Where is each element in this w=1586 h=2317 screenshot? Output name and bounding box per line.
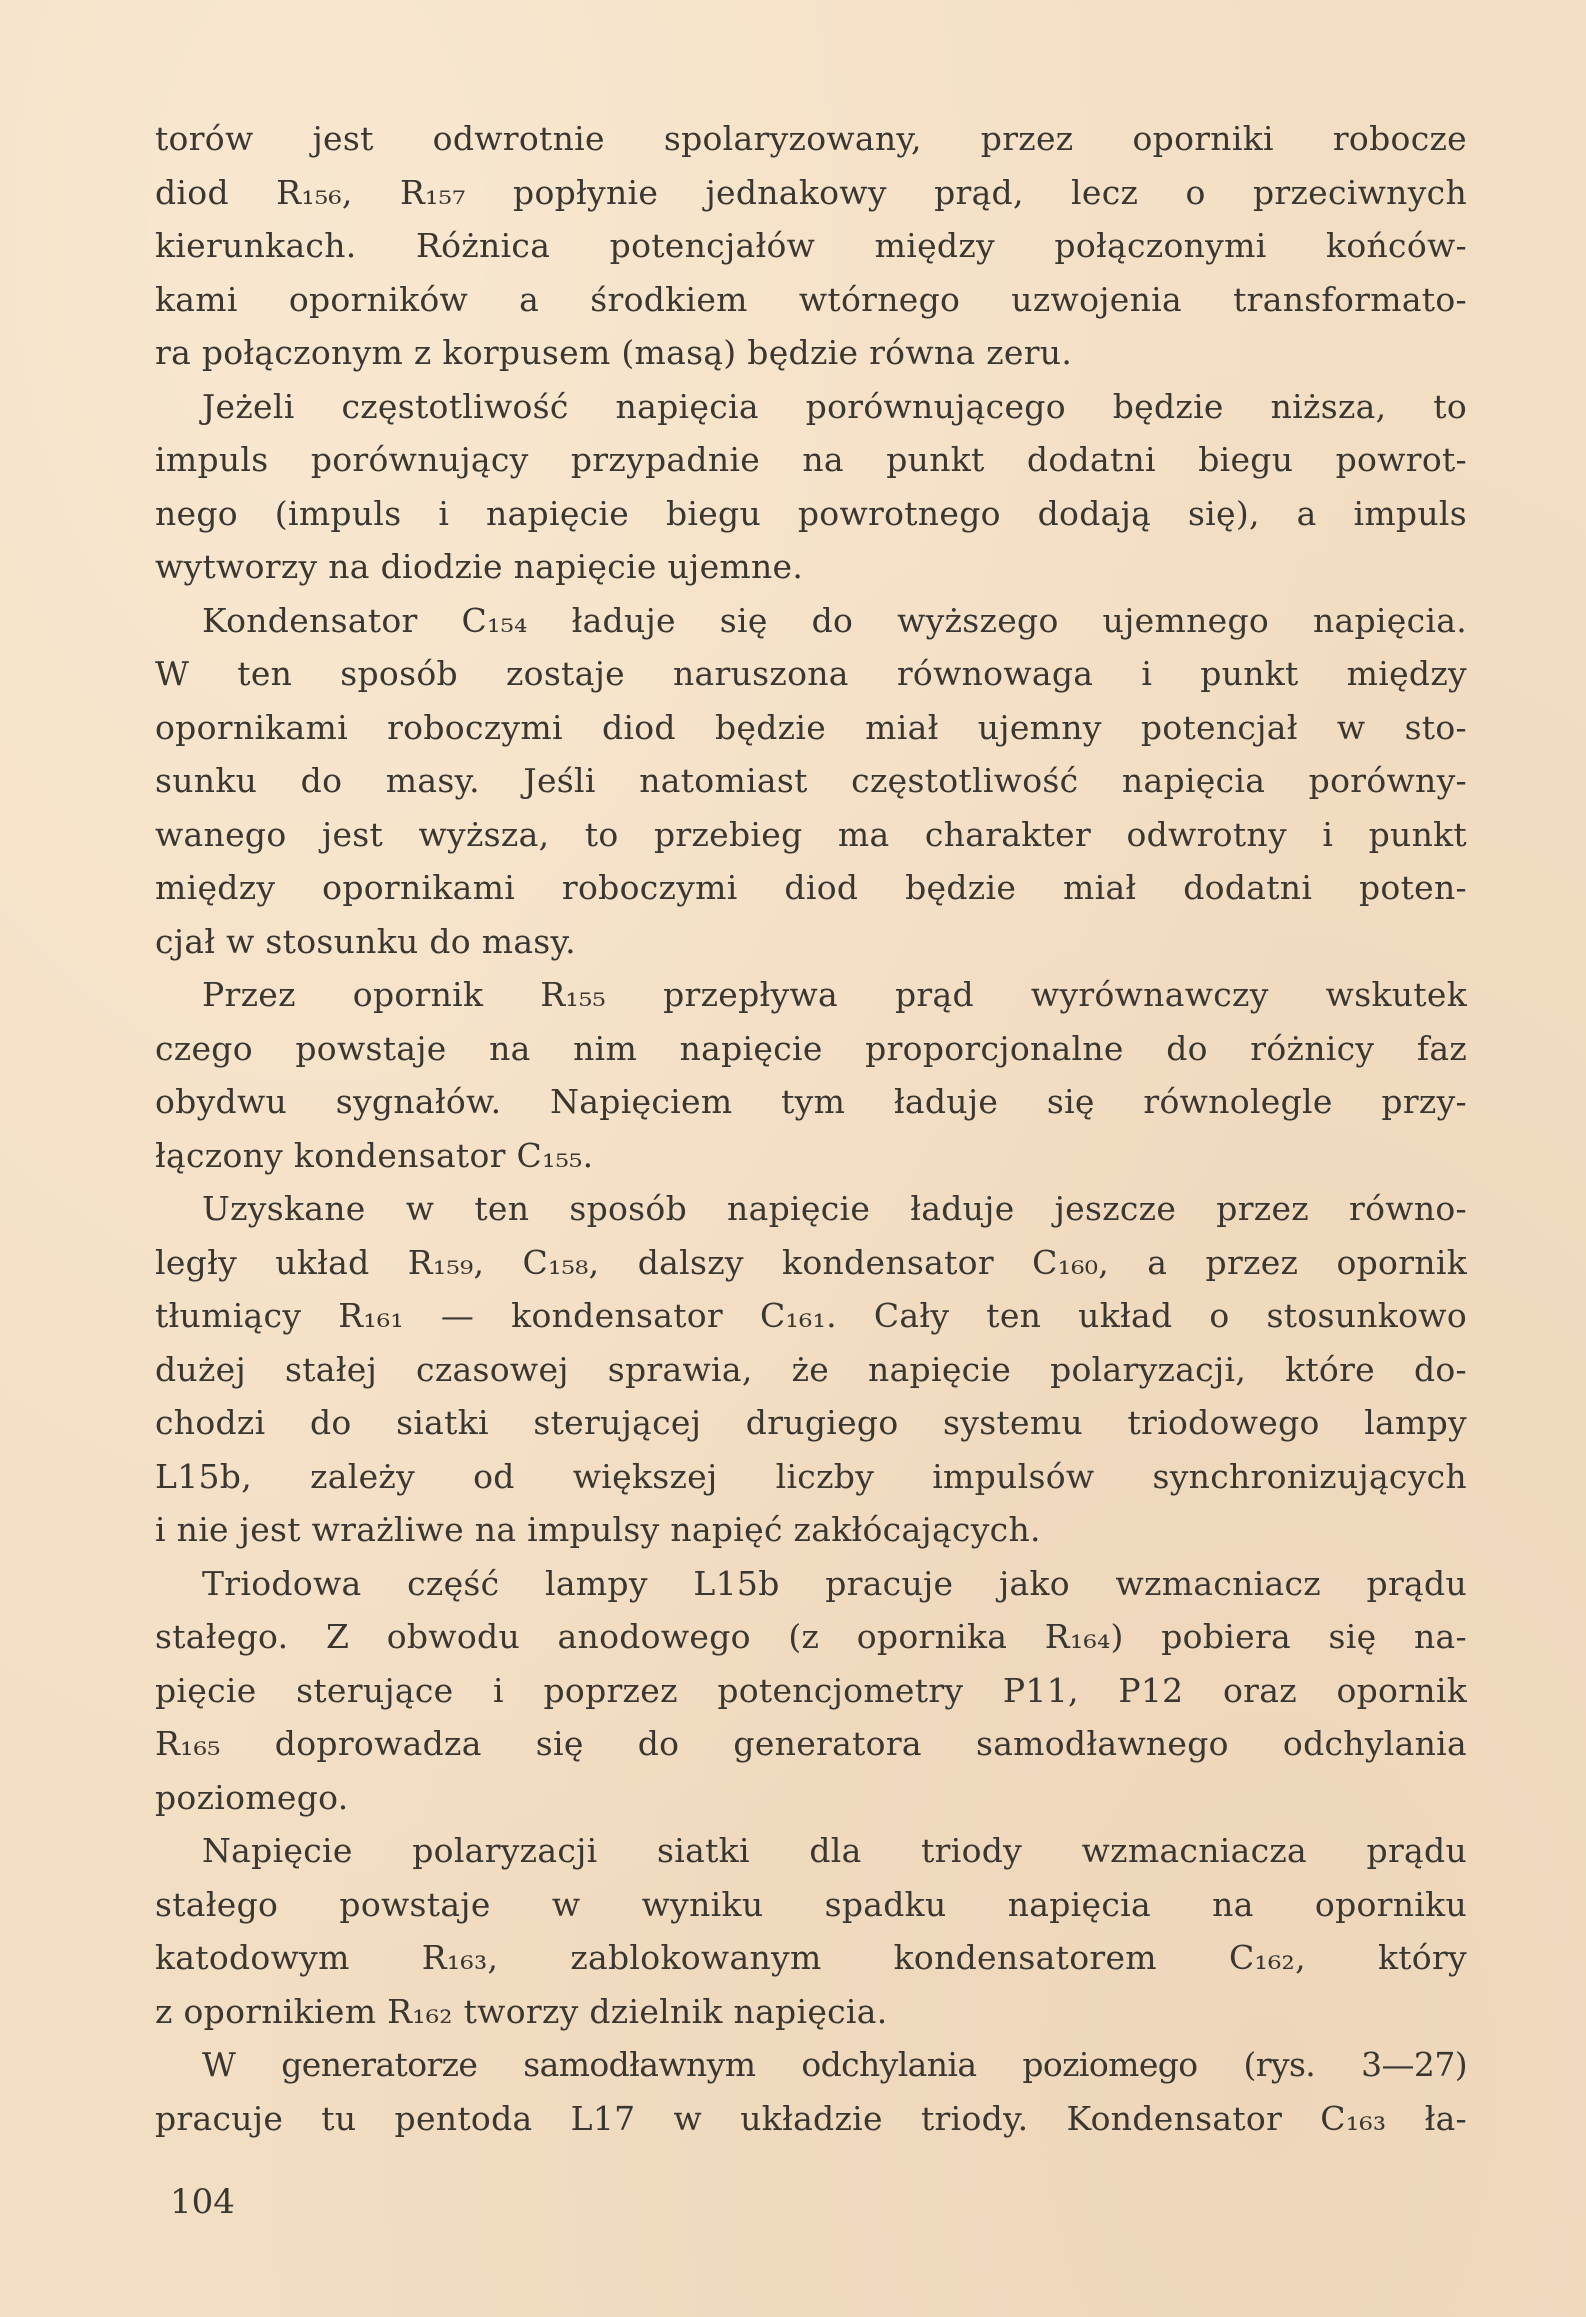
text-line: kierunkach. Różnica potencjałów między połączonymi końców-	[155, 226, 1467, 265]
paragraph-start-line: Napięcie polaryzacji siatki dla triody wzmacniacza prądu	[202, 1831, 1467, 1870]
text-line: czego powstaje na nim napięcie proporcjonalne do różnicy faz	[155, 1028, 1467, 1068]
text-line: i nie jest wrażliwe na impulsy napięć zakłócających.	[155, 1510, 1041, 1549]
paragraph-start-line: W generatorze samodławnym odchylania poziomego (rys. 3—27)	[202, 2045, 1467, 2084]
text-line: katodowym R₁₆₃, zablokowanym kondensatorem C₁₆₂, który	[155, 1938, 1467, 1977]
text-line: łączony kondensator C₁₅₅.	[155, 1135, 594, 1175]
paragraph-start-line: Uzyskane w ten sposób napięcie ładuje jeszcze przez równo-	[202, 1189, 1467, 1228]
text-line: dużej stałej czasowej sprawia, że napięcie polaryzacji, które do-	[155, 1349, 1467, 1389]
text-line: sunku do masy. Jeśli natomiast częstotliwość napięcia porówny-	[155, 761, 1467, 800]
text-line: pracuje tu pentoda L17 w układzie triody. Kondensator C₁₆₃ ła-	[155, 2098, 1467, 2138]
text-line: stałego. Z obwodu anodowego (z opornika R₁₆₄) pobiera się na-	[155, 1617, 1467, 1656]
text-line: cjał w stosunku do masy.	[155, 921, 576, 961]
paragraph-start-line: Jeżeli częstotliwość napięcia porównującego będzie niższa, to	[202, 386, 1467, 426]
text-line: pięcie sterujące i poprzez potencjometry P11, P12 oraz opornik	[155, 1670, 1467, 1710]
paragraph-start-line: Triodowa część lampy L15b pracuje jako wzmacniacz prądu	[202, 1563, 1467, 1603]
text-line: legły układ R₁₅₉, C₁₅₈, dalszy kondensator C₁₆₀, a przez opornik	[155, 1242, 1467, 1282]
text-line: nego (impuls i napięcie biegu powrotnego dodają się), a impuls	[155, 493, 1467, 533]
paragraph-start-line: Kondensator C₁₅₄ ładuje się do wyższego ujemnego napięcia.	[202, 600, 1467, 640]
text-line: stałego powstaje w wyniku spadku napięcia na oporniku	[155, 1884, 1467, 1924]
text-line: chodzi do siatki sterującej drugiego systemu triodowego lampy	[155, 1403, 1467, 1442]
text-line: diod R₁₅₆, R₁₅₇ popłynie jednakowy prąd, lecz o przeciwnych	[155, 172, 1467, 212]
text-line: torów jest odwrotnie spolaryzowany, przez oporniki robocze	[155, 119, 1467, 158]
page-body	[155, 112, 1467, 2145]
paragraph-start-line: Przez opornik R₁₅₅ przepływa prąd wyrównawczy wskutek	[202, 975, 1467, 1014]
text-line: ra połączonym z korpusem (masą) będzie równa zeru.	[155, 333, 1073, 372]
text-line: poziomego.	[155, 1777, 349, 1817]
text-line: obydwu sygnałów. Napięciem tym ładuje się równolegle przy-	[155, 1082, 1467, 1121]
text-line: L15b, zależy od większej liczby impulsów synchronizujących	[155, 1456, 1467, 1496]
text-line: wanego jest wyższa, to przebieg ma charakter odwrotny i punkt	[155, 814, 1467, 854]
text-line: wytworzy na diodzie napięcie ujemne.	[155, 547, 804, 586]
text-line: W ten sposób zostaje naruszona równowaga i punkt między	[155, 654, 1467, 693]
text-line: tłumiący R₁₆₁ — kondensator C₁₆₁. Cały ten układ o stosunkowo	[155, 1296, 1467, 1335]
text-line: R₁₆₅ doprowadza się do generatora samodławnego odchylania	[155, 1724, 1467, 1763]
page-number: 104	[170, 2182, 235, 2222]
text-line: kami oporników a środkiem wtórnego uzwojenia transformato-	[155, 279, 1467, 319]
text-line: opornikami roboczymi diod będzie miał ujemny potencjał w sto-	[155, 707, 1467, 747]
text-line: impuls porównujący przypadnie na punkt dodatni biegu powrot-	[155, 440, 1467, 479]
text-line: z opornikiem R₁₆₂ tworzy dzielnik napięcia.	[155, 1991, 888, 2031]
text-line: między opornikami roboczymi diod będzie miał dodatni poten-	[155, 868, 1467, 907]
